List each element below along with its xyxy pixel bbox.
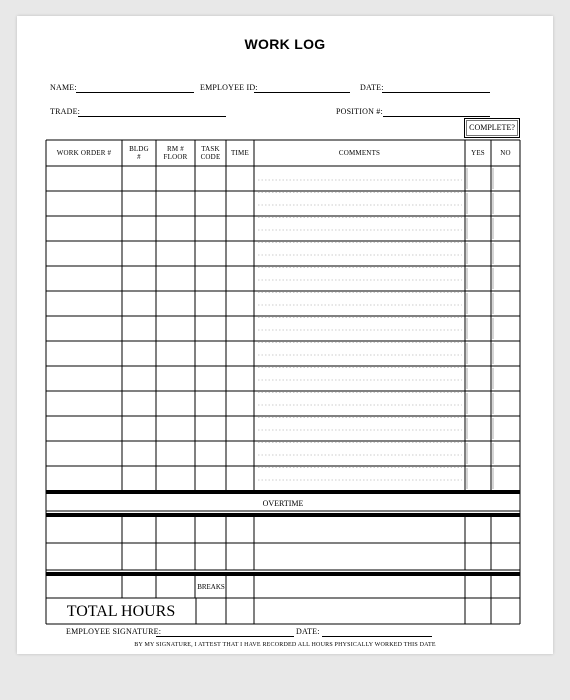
name-label: NAME: [50, 83, 77, 92]
col-header-work-order: WORK ORDER # [56, 149, 112, 157]
overtime-top-bar [46, 490, 520, 494]
col-header-bldg: BLDG # [129, 145, 149, 161]
col-header-comments: COMMENTS [338, 149, 381, 157]
col-header-rm-floor: RM # FLOOR [163, 145, 188, 161]
employee-id-label: EMPLOYEE ID: [200, 83, 258, 92]
breaks-top-bar [46, 572, 520, 576]
position-label: POSITION #: [336, 107, 383, 116]
overtime-label: OVERTIME [262, 499, 304, 508]
signature-date-field[interactable] [322, 636, 432, 637]
col-header-time: TIME [231, 149, 249, 157]
attestation-text: BY MY SIGNATURE, I ATTEST THAT I HAVE RECORDED ALL HOURS PHYSICALLY WORKED THIS DATE [134, 642, 436, 648]
total-hours-label: TOTAL HOURS [66, 603, 176, 620]
trade-label: TRADE: [50, 107, 81, 116]
col-header-no: NO [500, 149, 511, 157]
signature-field[interactable] [156, 636, 294, 637]
date-label: DATE: [360, 83, 384, 92]
signature-date-label: DATE: [296, 627, 320, 636]
col-header-yes: YES [471, 149, 485, 157]
overtime-header-bar [46, 513, 520, 517]
form-title: WORK LOG [244, 36, 326, 52]
complete-header: COMPLETE? [464, 118, 520, 138]
col-header-task-code: TASK CODE [200, 145, 221, 161]
breaks-label: BREAKS [197, 583, 225, 591]
signature-label: EMPLOYEE SIGNATURE: [66, 627, 162, 636]
